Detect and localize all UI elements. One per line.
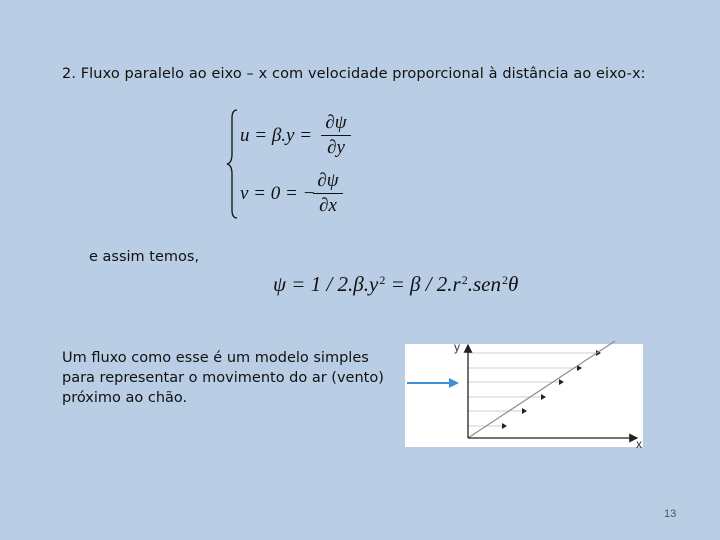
dpsi-numerator: ∂ψ [317,170,339,191]
v-equation-lhs: v = 0 = − [240,183,316,204]
flow-profile-figure [405,340,643,451]
transition-text: e assim temos, [89,249,200,265]
velocity-arrowheads [502,350,601,429]
x-axis-label: x [636,437,642,451]
fraction-bar [313,193,343,194]
dpsi-numerator: ∂ψ [325,112,347,133]
y-axis-label: y [454,340,460,354]
velocity-equation-system [225,108,365,220]
left-brace-icon [225,108,239,220]
exponent: 2 [501,273,508,287]
psi-eq-part2: = β / 2.r [385,272,461,296]
description-text: Um fluxo como esse é um modelo simples para representar o movimento do ar (vento) próximo ao chão. [62,350,384,406]
psi-eq-part3: .sen [467,272,501,296]
fraction-bar [321,135,351,136]
slide-heading: 2. Fluxo paralelo ao eixo – x com velocidade proporcional à distância ao eixo-x: [62,66,646,82]
psi-eq-part1: ψ = 1 / 2.β.y [273,272,379,296]
exponent: 2 [461,273,468,287]
psi-eq-part4: θ [507,272,519,296]
dpsi-dy-fraction [321,112,351,159]
dy-denominator: ∂y [327,137,345,158]
dpsi-dx-fraction [313,170,343,217]
pointer-arrow-icon [405,374,465,394]
page-number: 13 [664,508,677,520]
stream-function-equation [273,272,518,297]
dx-denominator: ∂x [319,195,337,216]
exponent: 2 [379,273,386,287]
flow-profile-diagram [405,344,643,447]
velocity-profile-line [468,341,615,438]
u-equation-lhs: u = β.y = [240,125,313,146]
